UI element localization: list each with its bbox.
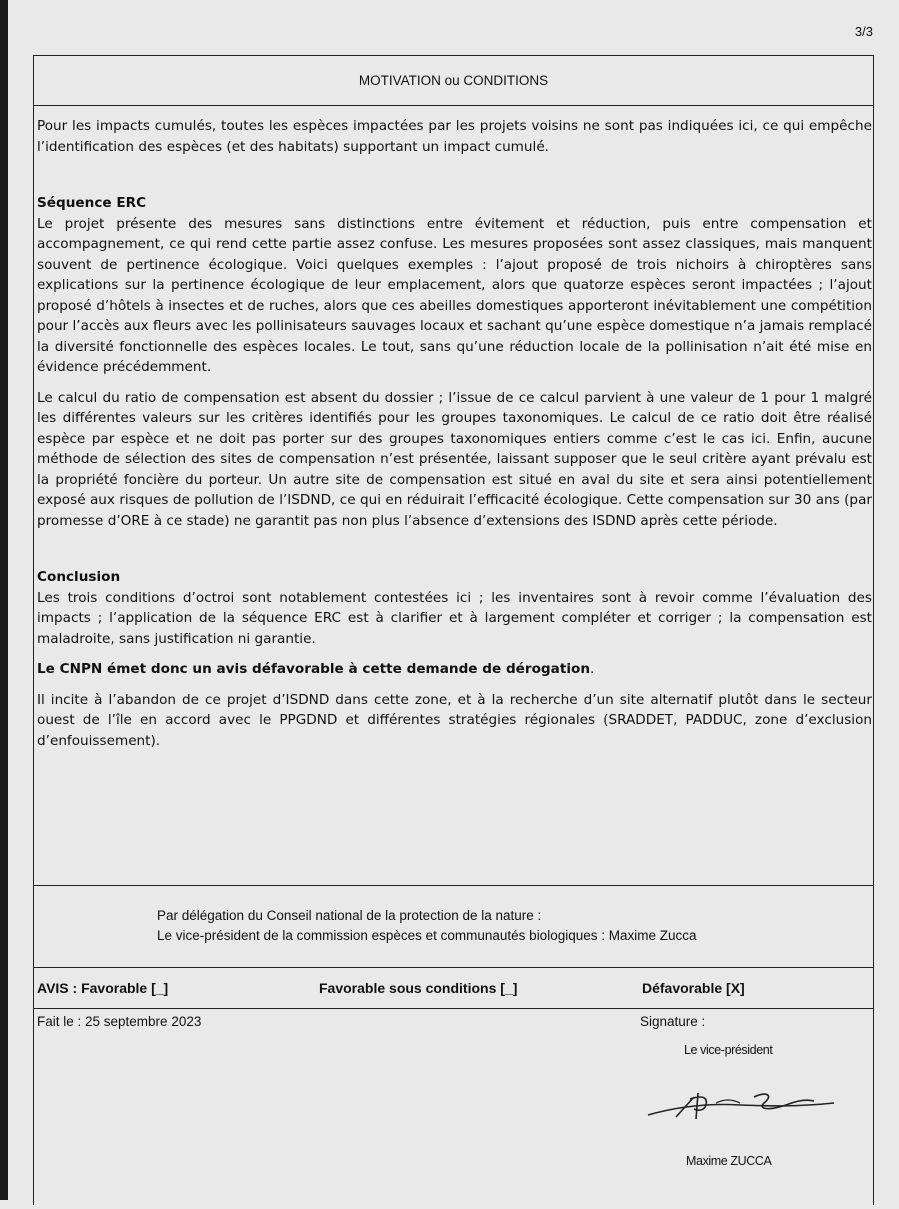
paragraph-cumulative-impacts: Pour les impacts cumulés, toutes les espèces impactées par les projets voisins ne sont pas indiquées ici, ce qui empêche l’identification des espèces (et des habitats) supportant un impact cumulé. (37, 118, 872, 155)
signature-area (34, 1009, 873, 1209)
avis-defavorable: Défavorable [X] (642, 980, 745, 996)
left-edge-shadow (0, 0, 8, 1200)
delegation-line-1: Par délégation du Conseil national de la protection de la nature : (157, 908, 542, 923)
paragraph-conclusion: Les trois conditions d’octroi sont notablement contestées ici ; les inventaires sont à revoir comme l’évaluation des impacts ; l’application de la séquence ERC est à clarifier et à largement compléter et corriger ; la compensation est maladroite, sans justification ni garantie. (37, 589, 872, 647)
heading-erc: Séquence ERC (37, 195, 147, 211)
section-header (34, 56, 873, 106)
verdict-text: Le CNPN émet donc un avis défavorable à cette demande de dérogation (37, 661, 591, 677)
paragraph-erc-measures: Le projet présente des mesures sans distinctions entre évitement et réduction, puis entre compensation et accompagnement, ce qui rend cette partie assez confuse. Les mesures proposées sont assez classiques, mais manquent souvent de pertinence écologique. Voici quelques exemples : l’ajout proposé de trois nichoirs à chiroptères sans explications sur la pertinence écologique de leur emplacement, alors que quatorze espèces seront impactées ; l’ajout proposé d’hôtels à insectes et de ruches, alors que ces abeilles domestiques apporteront inévitablement une compétition pour l’accès aux fleurs avec les pollinisateurs sauvages locaux et sachant qu’une espèce domestique n’a jamais remplacé la diversité fonctionnelle des espèces locales. Le tout, sans qu’une réduction locale de la pollinisation n’ait été mise en évidence précédemment. (37, 215, 872, 375)
form-frame (33, 55, 874, 1205)
motivation-body (34, 106, 873, 886)
handwritten-signature (646, 1085, 836, 1125)
verdict-line (37, 659, 872, 680)
paragraph-alternative-site: Il incite à l’abandon de ce projet d’ISDND dans cette zone, et à la recherche d’un site alternatif plutôt dans le secteur ouest de l’île en accord avec le PPGDND et différentes stratégies régionales (SRADDET, PADDUC, zone d’exclusion d’enfouissement). (37, 691, 872, 749)
signer-title: Le vice-président (684, 1043, 773, 1057)
delegation-block (34, 886, 873, 968)
section-title: MOTIVATION ou CONDITIONS (358, 73, 549, 88)
delegation-line-2: Le vice-président de la commission espèces et communautés biologiques : Maxime Zucca (157, 928, 697, 943)
avis-sous-conditions: Favorable sous conditions [_] (319, 980, 518, 996)
page-number: 3/3 (854, 24, 873, 39)
verdict-period: . (590, 661, 595, 677)
heading-conclusion: Conclusion (37, 569, 121, 585)
signature-label: Signature : (640, 1014, 706, 1029)
avis-favorable: AVIS : Favorable [_] (37, 980, 169, 996)
avis-row (34, 968, 873, 1009)
signer-name: Maxime ZUCCA (686, 1154, 772, 1168)
paragraph-compensation-ratio: Le calcul du ratio de compensation est absent du dossier ; l’issue de ce calcul parvient à une valeur de 1 pour 1 malgré les différentes valeurs sur les critères identifiés pour les groupes taxonomiques. Le calcul de ce ratio doit être réalisé espèce par espèce et ne doit pas porter sur des groupes taxonomiques entiers comme c’est le cas ici. Enfin, aucune méthode de sélection des sites de compensation n’est présentée, laissant supposer que le seul critère ayant prévalu est la propriété foncière du porteur. Un autre site de compensation est situé en aval du site et sera ainsi potentiellement exposé aux risques de pollution de l’ISDND, ce qui en réduirait l’efficacité écologique. Cette compensation sur 30 ans (par promesse d’ORE à ce stade) ne garantit pas non plus l’absence d’extensions des ISDND après cette période. (37, 389, 872, 529)
date-signed: Fait le : 25 septembre 2023 (37, 1014, 202, 1029)
